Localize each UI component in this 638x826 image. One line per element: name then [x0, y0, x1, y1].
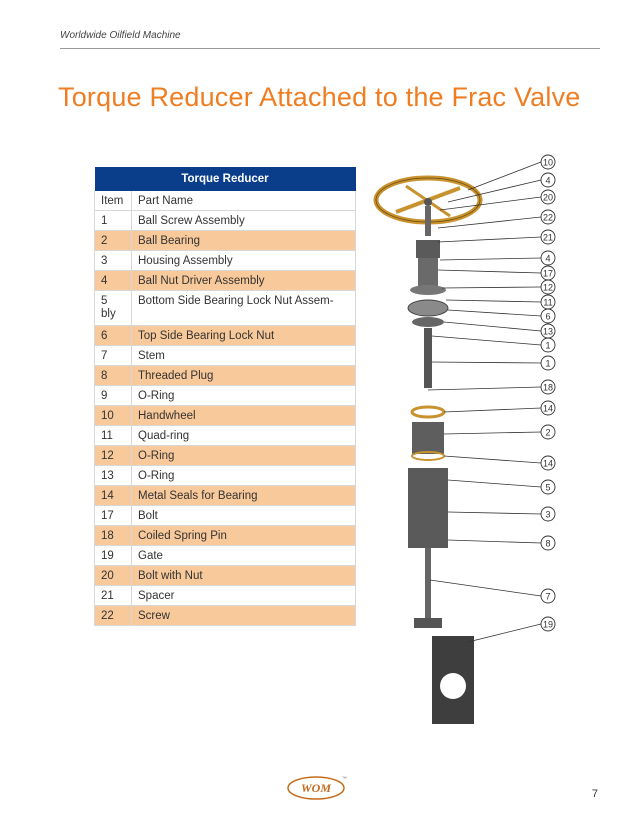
- part-name-continuation: bly: [101, 308, 116, 320]
- part-name: Spacer: [132, 586, 356, 606]
- callout-leader: [446, 300, 541, 302]
- item-number: 18: [95, 526, 132, 546]
- table-row: [95, 211, 356, 231]
- item-number: 12: [95, 446, 132, 466]
- item-number: 10: [95, 406, 132, 426]
- table-row: [95, 406, 356, 426]
- item-number: 21: [95, 586, 132, 606]
- part-name: Screw: [132, 606, 356, 626]
- callout-leader: [440, 197, 541, 210]
- table-row: [95, 606, 356, 626]
- callout-leader: [448, 310, 541, 316]
- table-row: [95, 291, 356, 326]
- callout-number: 3: [545, 509, 551, 520]
- ball-nut-driver: [418, 258, 438, 286]
- part-name: Quad-ring: [132, 426, 356, 446]
- part-name: Housing Assembly: [132, 251, 356, 271]
- item-number: 4: [95, 271, 132, 291]
- callout-number: 20: [542, 192, 554, 203]
- table-row: [95, 586, 356, 606]
- header-divider: [60, 48, 600, 49]
- part-name: Gate: [132, 546, 356, 566]
- table-row: [95, 566, 356, 586]
- callout-number: 10: [542, 157, 554, 168]
- callout-number: 21: [542, 232, 554, 243]
- part-name: Top Side Bearing Lock Nut: [132, 326, 356, 346]
- callout-number: 18: [542, 382, 554, 393]
- item-number: 11: [95, 426, 132, 446]
- table-row: [95, 506, 356, 526]
- item-number: 3: [95, 251, 132, 271]
- callout-leader: [430, 580, 541, 596]
- table-row: [95, 466, 356, 486]
- item-number: 14: [95, 486, 132, 506]
- table-row: [95, 526, 356, 546]
- item-number: 7: [95, 346, 132, 366]
- table-row: [95, 271, 356, 291]
- table-row: [95, 546, 356, 566]
- callout-number: 1: [545, 340, 551, 351]
- page-title: Torque Reducer Attached to the Frac Valve: [58, 82, 581, 112]
- part-name: Coiled Spring Pin: [132, 526, 356, 546]
- part-name-text: Bottom Side Bearing Lock Nut Assem-: [138, 295, 334, 307]
- item-number: 13: [95, 466, 132, 486]
- table-row: [95, 426, 356, 446]
- part-name: O-Ring: [132, 446, 356, 466]
- callout-number: 5: [545, 482, 551, 493]
- column-header-part-name: Part Name: [132, 191, 356, 211]
- wom-logo: [286, 774, 346, 802]
- callout-leader: [448, 480, 541, 487]
- callout-leader: [432, 336, 541, 345]
- table-row: [95, 251, 356, 271]
- part-name: Threaded Plug: [132, 366, 356, 386]
- item-number: 1: [95, 211, 132, 231]
- lock-nut: [410, 285, 446, 295]
- callout-leader: [444, 456, 541, 463]
- part-name: O-Ring: [132, 466, 356, 486]
- stem: [425, 548, 431, 618]
- item-number: 22: [95, 606, 132, 626]
- callout-number: 13: [542, 326, 554, 337]
- bearing-housing: [412, 422, 444, 454]
- callout-leader: [432, 362, 541, 363]
- table-row: [95, 486, 356, 506]
- bearing-ring: [412, 317, 444, 327]
- o-ring: [412, 407, 444, 417]
- table-row: [95, 346, 356, 366]
- callout-leader: [440, 258, 541, 260]
- item-number: 2: [95, 231, 132, 251]
- part-name: Stem: [132, 346, 356, 366]
- company-header: Worldwide Oilfield Machine: [60, 30, 181, 41]
- part-name: Bolt with Nut: [132, 566, 356, 586]
- housing-cap: [416, 240, 440, 258]
- callout-leader: [438, 270, 541, 273]
- callout-leader: [442, 287, 541, 288]
- callout-number: 4: [545, 175, 551, 186]
- page-number: 7: [591, 788, 598, 800]
- svg-text:™: ™: [342, 776, 347, 782]
- part-name: O-Ring: [132, 386, 356, 406]
- table-header-row: [95, 191, 356, 211]
- table-row: [95, 366, 356, 386]
- callout-number: 8: [545, 538, 551, 549]
- callout-leader: [448, 512, 541, 514]
- callout-number: 19: [542, 619, 554, 630]
- callout-number: 6: [545, 311, 551, 322]
- callout-leader: [448, 540, 541, 543]
- part-name: Metal Seals for Bearing: [132, 486, 356, 506]
- callout-number: 11: [543, 297, 553, 308]
- svg-text:WOM: WOM: [300, 781, 332, 795]
- item-number: 8: [95, 366, 132, 386]
- part-name: [132, 291, 356, 326]
- callout-number: 22: [542, 212, 554, 223]
- callout-number: 14: [542, 458, 554, 469]
- part-name: Ball Bearing: [132, 231, 356, 251]
- parts-table: [94, 167, 356, 626]
- callout-leader: [428, 387, 541, 390]
- table-row: [95, 446, 356, 466]
- ball-bearing-top: [408, 300, 448, 316]
- stem-foot: [414, 618, 442, 628]
- callout-number: 12: [542, 282, 554, 293]
- housing-assembly: [408, 468, 448, 548]
- callout-number: 14: [542, 403, 554, 414]
- callout-leader: [468, 624, 541, 642]
- item-number: 17: [95, 506, 132, 526]
- table-caption: Torque Reducer: [95, 167, 356, 191]
- item-number: 19: [95, 546, 132, 566]
- part-name: Ball Nut Driver Assembly: [132, 271, 356, 291]
- column-header-item: Item: [95, 191, 132, 211]
- callout-leader: [468, 162, 541, 190]
- callout-leader: [444, 432, 541, 434]
- table-row: [95, 326, 356, 346]
- item-number: 9: [95, 386, 132, 406]
- gate: [432, 636, 474, 724]
- item-number: 20: [95, 566, 132, 586]
- callout-leader: [438, 237, 541, 242]
- shaft-top: [425, 206, 431, 236]
- item-number: 6: [95, 326, 132, 346]
- part-name: Handwheel: [132, 406, 356, 426]
- item-number: [95, 291, 132, 326]
- callout-labels: [428, 155, 555, 642]
- callout-number: 2: [545, 427, 551, 438]
- exploded-diagram: [368, 150, 568, 730]
- part-name: Bolt: [132, 506, 356, 526]
- callout-number: 1: [545, 358, 551, 369]
- callout-leader: [444, 322, 541, 331]
- callout-number: 17: [542, 268, 554, 279]
- callout-leader: [444, 408, 541, 412]
- callout-number: 7: [545, 591, 551, 602]
- callout-number: 4: [545, 253, 551, 264]
- table-row: [95, 386, 356, 406]
- item-number-text: 5: [101, 295, 108, 307]
- table-row: [95, 231, 356, 251]
- part-name: Ball Screw Assembly: [132, 211, 356, 231]
- ball-screw: [424, 328, 432, 388]
